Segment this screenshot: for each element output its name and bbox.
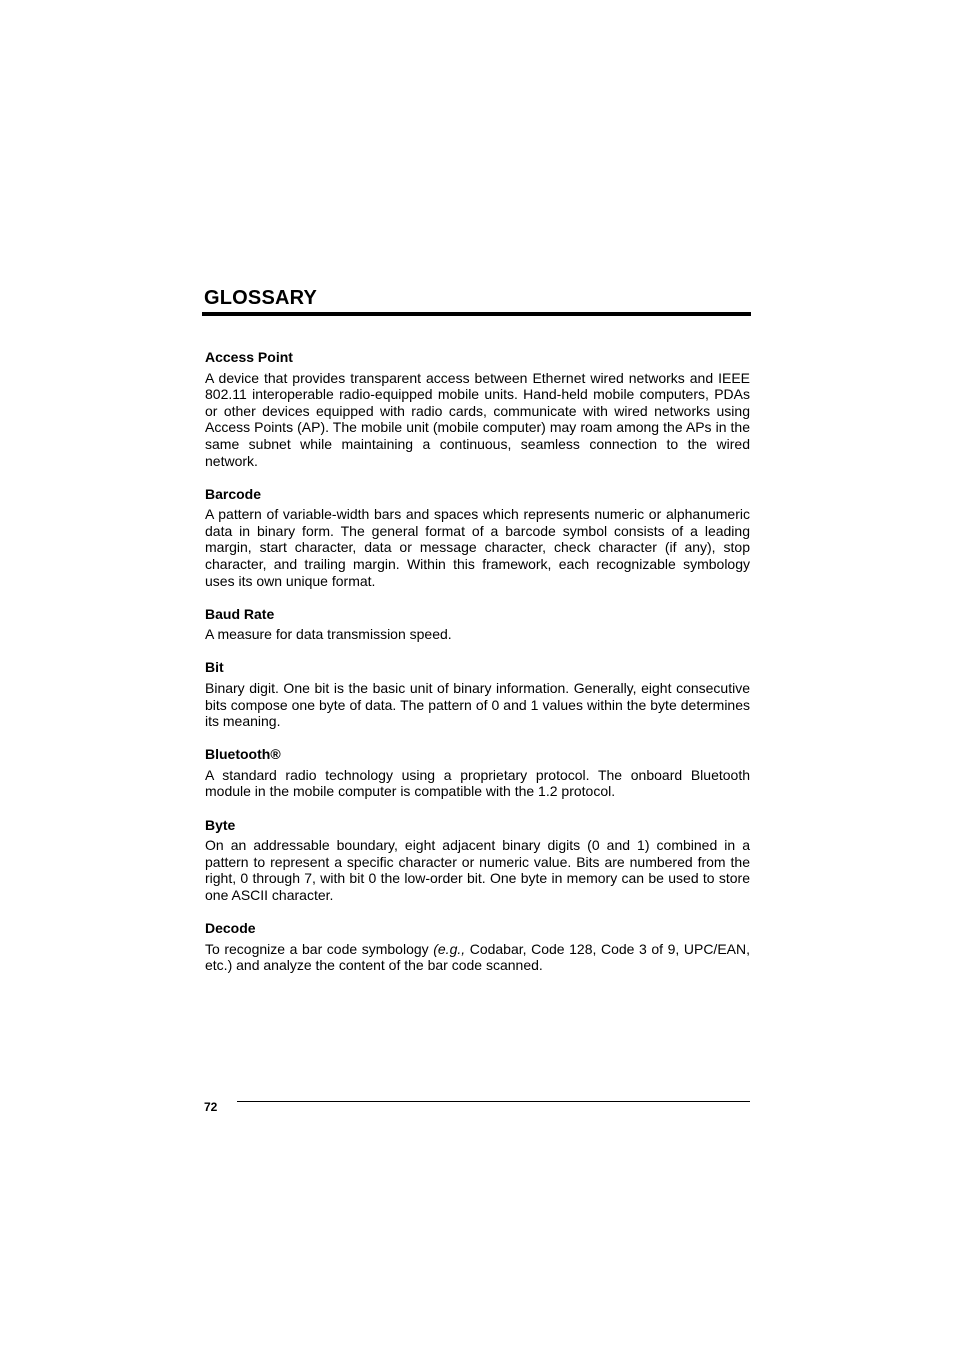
definition-decode-italic: (e.g., [433,940,466,957]
glossary-list [205,349,750,990]
glossary-entry-byte [205,817,750,904]
page-title: GLOSSARY [204,287,318,309]
term-bluetooth: Bluetooth® [205,746,281,763]
definition-decode-text-before: To recognize a bar code symbology [205,940,434,957]
definition-bluetooth: A standard radio technology using a proprietary protocol. The onboard Bluetooth module in the mobile computer is compatible with the 1.2 protocol. [205,766,750,800]
definition-decode-text-after: Codabar, Code 128, Code 3 of 9, UPC/EAN, etc.) and analyze the content of the bar code scanned. [205,940,750,974]
glossary-entry-barcode [205,486,750,590]
title-rule [202,312,751,316]
definition-baud-rate: A measure for data transmission speed. [205,626,452,643]
definition-access-point: A device that provides transparent access between Ethernet wired networks and IEEE 802.11 interoperable radio-equipped mobile units. Hand-held mobile computers, PDAs or other devices equipped with radio cards, communicate with wired networks using Access Points (AP). The mobile unit (mobile computer) may roam among the APs in the same subnet while maintaining a continuous, seamless connection to the wired network. [205,369,750,469]
term-decode: Decode [205,920,256,937]
footer-rule [237,1101,750,1102]
term-baud-rate: Baud Rate [205,605,275,622]
glossary-entry-access-point [205,349,750,469]
definition-byte: On an addressable boundary, eight adjacent binary digits (0 and 1) combined in a pattern to represent a specific character or numeric value. Bits are numbered from the right, 0 through 7, with bit 0 the low-order bit. One byte in memory can be used to store one ASCII character. [205,837,750,903]
glossary-entry-decode [205,920,750,974]
page-number: 72 [204,1100,218,1114]
definition-barcode: A pattern of variable-width bars and spaces which represents numeric or alphanumeric data in binary form. The general format of a barcode symbol consists of a leading margin, start character, data or message character, check character (if any), stop character, and trailing margin. Within this framework, each recognizable symbology uses its own unique format. [205,506,750,589]
definition-bit: Binary digit. One bit is the basic unit of binary information. Generally, eight consecutive bits compose one byte of data. The pattern of 0 and 1 values within the byte determines its meaning. [205,680,750,730]
term-byte: Byte [205,816,236,833]
term-access-point: Access Point [205,349,293,365]
glossary-entry-bit [205,659,750,729]
glossary-entry-baud-rate [205,606,750,643]
definition-decode [205,941,750,974]
term-barcode: Barcode [205,485,262,502]
glossary-entry-bluetooth [205,746,750,800]
term-bit: Bit [205,659,224,676]
